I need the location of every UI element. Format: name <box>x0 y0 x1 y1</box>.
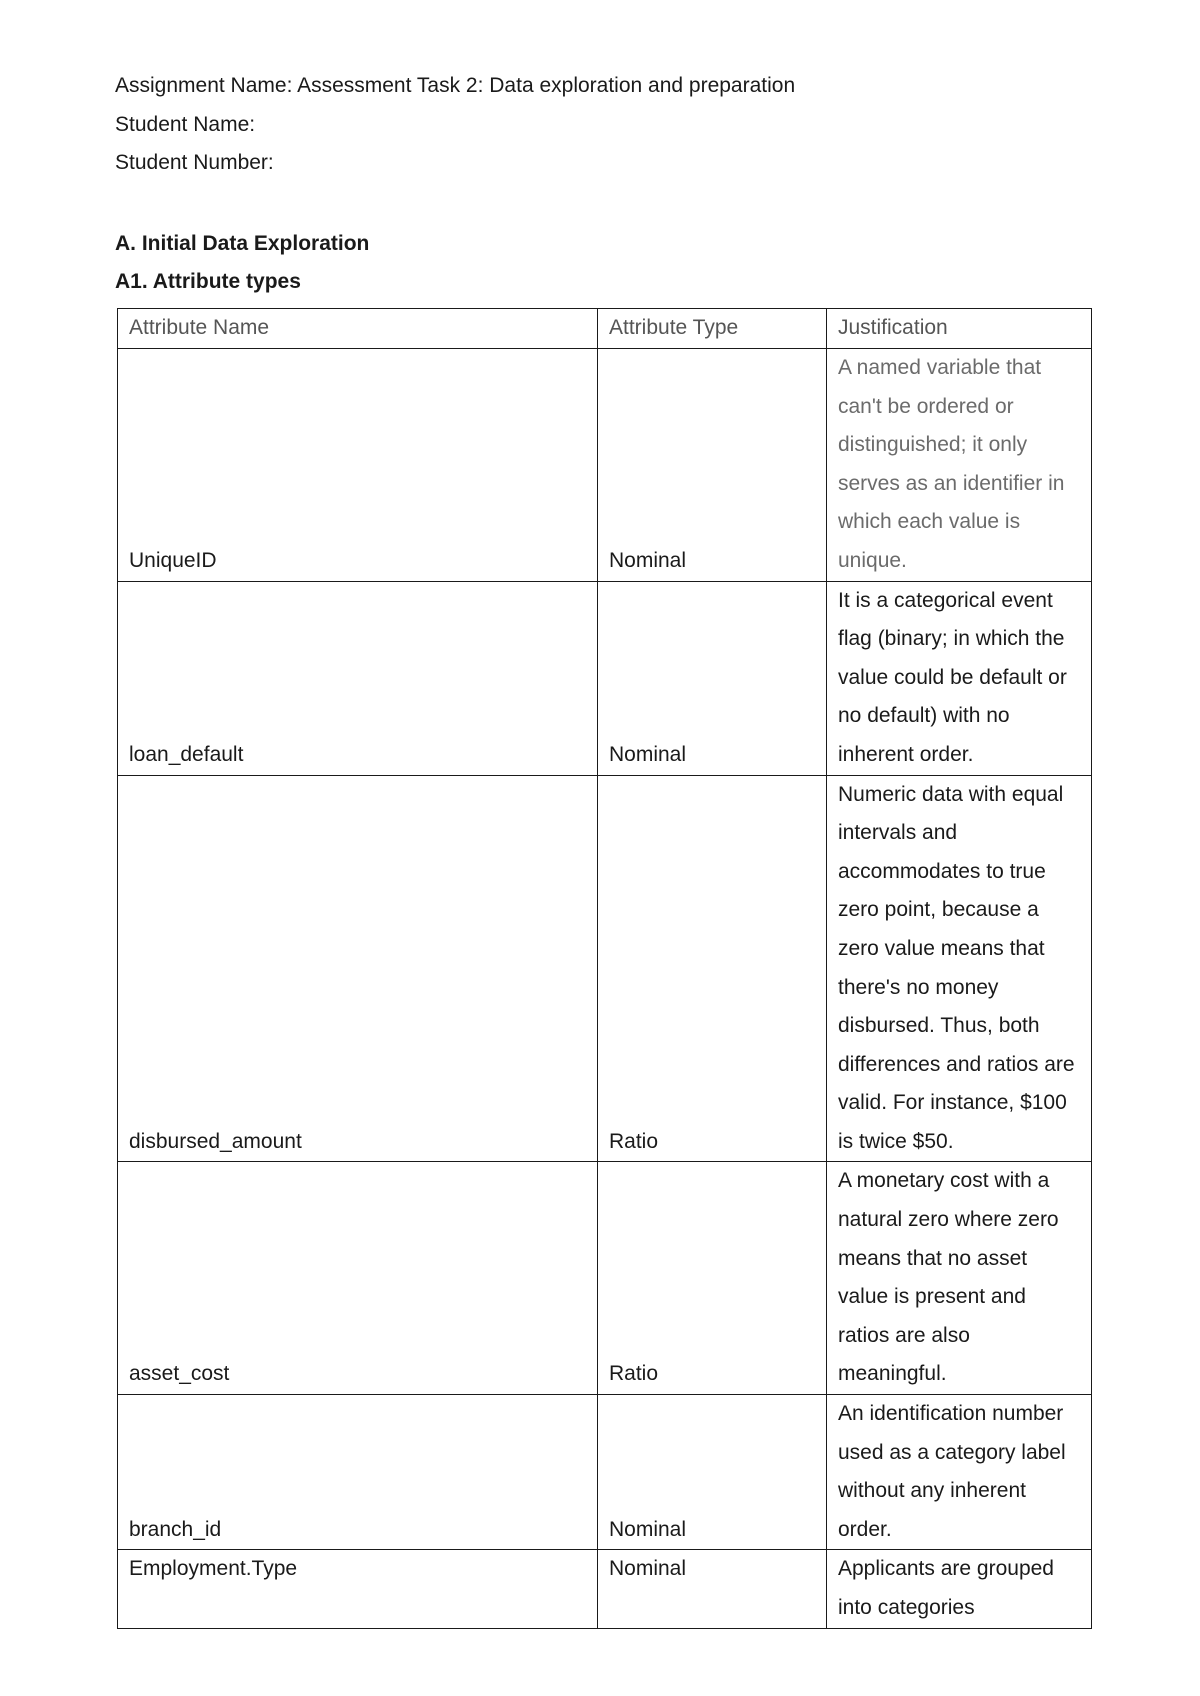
attribute-name-cell: UniqueID <box>118 349 598 582</box>
table-header-row <box>118 309 1092 349</box>
assignment-name: Assignment Name: Assessment Task 2: Data exploration and preparation <box>115 74 796 97</box>
attribute-type-cell: Ratio <box>598 1162 827 1395</box>
attribute-type-cell: Nominal <box>598 349 827 582</box>
justification-cell: A monetary cost with a natural zero where zero means that no asset value is present and ratios are also meaningful. <box>827 1162 1092 1395</box>
attribute-type-cell: Ratio <box>598 775 827 1162</box>
table-row <box>118 775 1092 1162</box>
column-header-attribute-type: Attribute Type <box>598 309 827 349</box>
attribute-type-cell: Nominal <box>598 581 827 775</box>
attribute-name-cell: Employment.Type <box>118 1550 598 1628</box>
justification-cell: Applicants are grouped into categories <box>827 1550 1092 1628</box>
justification-cell: A named variable that can't be ordered or distinguished; it only serves as an identifier in which each value is unique. <box>827 349 1092 582</box>
student-number-label: Student Number: <box>115 151 274 174</box>
justification-cell: An identification number used as a category label without any inherent order. <box>827 1395 1092 1550</box>
table-row <box>118 349 1092 582</box>
justification-cell: Numeric data with equal intervals and accommodates to true zero point, because a zero value means that there's no money disbursed. Thus, both differences and ratios are valid. For instance, $100 is twice $50. <box>827 775 1092 1162</box>
attribute-name-cell: disbursed_amount <box>118 775 598 1162</box>
attribute-type-cell: Nominal <box>598 1550 827 1628</box>
table-row <box>118 1395 1092 1550</box>
column-header-justification: Justification <box>827 309 1092 349</box>
column-header-attribute-name: Attribute Name <box>118 309 598 349</box>
section-heading: A. Initial Data Exploration <box>115 232 370 255</box>
justification-cell: It is a categorical event flag (binary; in which the value could be default or no default) with no inherent order. <box>827 581 1092 775</box>
subsection-heading: A1. Attribute types <box>115 270 301 293</box>
table-row <box>118 1550 1092 1628</box>
attribute-name-cell: asset_cost <box>118 1162 598 1395</box>
table-row <box>118 581 1092 775</box>
attribute-types-table <box>117 308 1092 1629</box>
attribute-type-cell: Nominal <box>598 1395 827 1550</box>
attribute-name-cell: branch_id <box>118 1395 598 1550</box>
table-row <box>118 1162 1092 1395</box>
attribute-name-cell: loan_default <box>118 581 598 775</box>
student-name-label: Student Name: <box>115 113 256 136</box>
